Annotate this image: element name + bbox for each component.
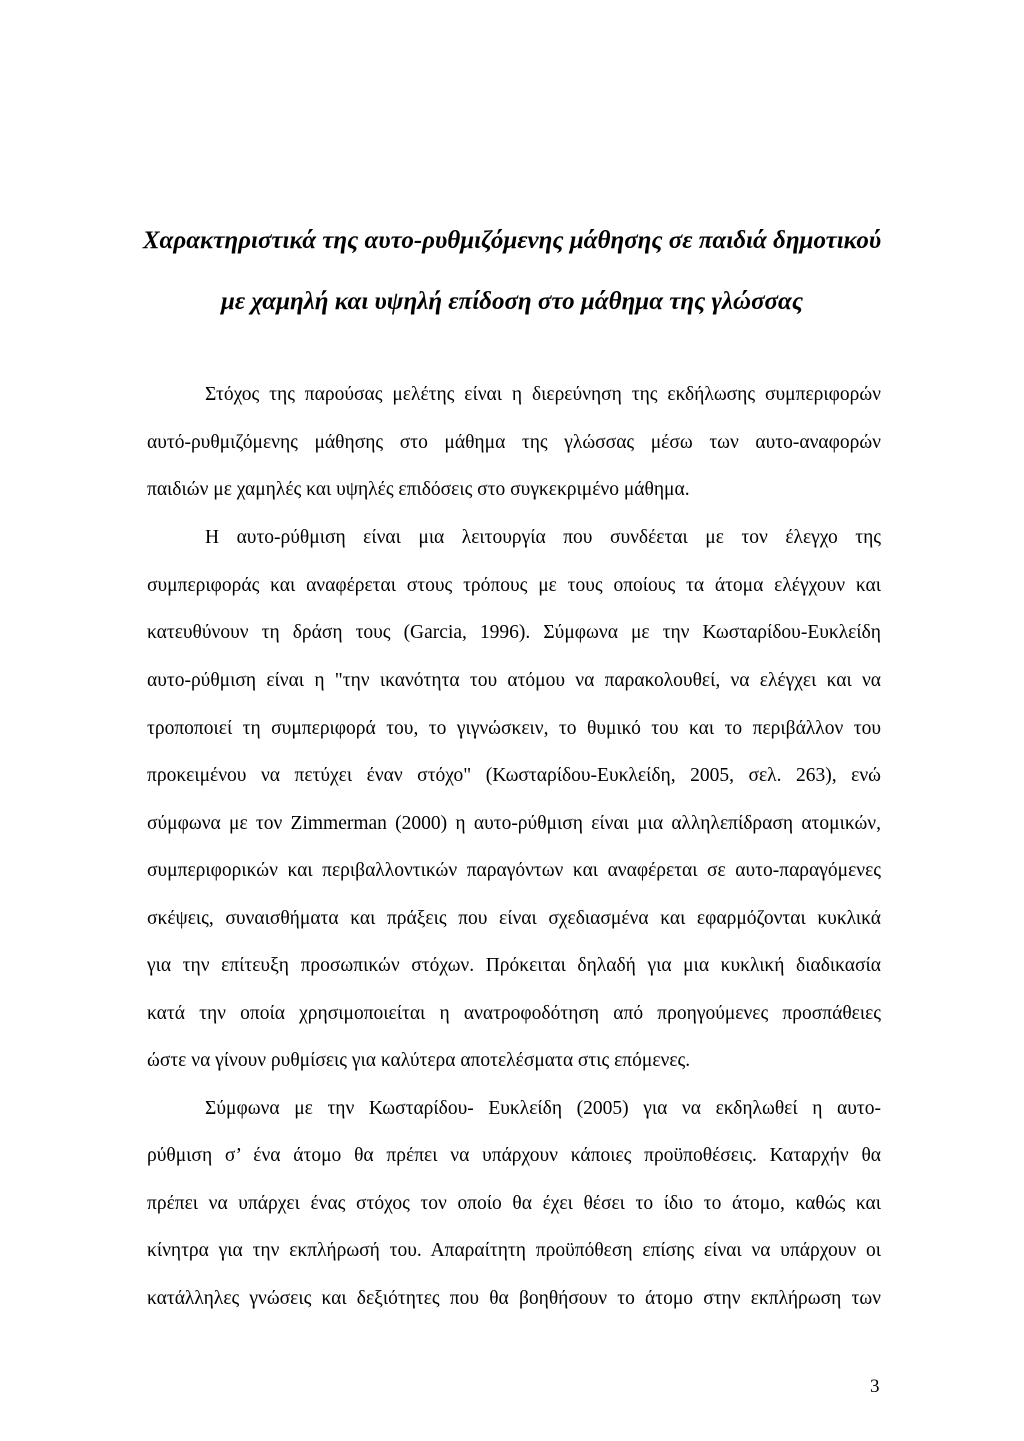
text-line: Η αυτο-ρύθμιση είναι μια λειτουργία που συνδέεται με τον έλεγχο της bbox=[205, 527, 881, 548]
text-line: ρύθμιση σ’ ένα άτομο θα πρέπει να υπάρχουν κάποιες προϋποθέσεις. Καταρχήν θα bbox=[147, 1145, 881, 1166]
title-line-2: με χαμηλή και υψηλή επίδοση στο μάθημα της γλώσσας bbox=[220, 288, 803, 315]
text-line: κατά την οποία χρησιμοποιείται η ανατροφοδότηση από προηγούμενες προσπάθειες bbox=[147, 1003, 881, 1024]
text-line: Στόχος της παρούσας μελέτης είναι η διερεύνηση της εκδήλωσης συμπεριφορών bbox=[205, 384, 881, 405]
text-line: σύμφωνα με τον Zimmerman (2000) η αυτο-ρύθμιση είναι μια αλληλεπίδραση ατομικών, bbox=[147, 813, 881, 834]
text-line: ώστε να γίνουν ρυθμίσεις για καλύτερα αποτελέσματα στις επόμενες. bbox=[147, 1050, 691, 1071]
text-line: συμπεριφορικών και περιβαλλοντικών παραγόντων και αναφέρεται σε αυτο-παραγόμενες bbox=[147, 860, 881, 881]
text-line: κατευθύνουν τη δράση τους (Garcia, 1996). Σύμφωνα με την Κωσταρίδου-Ευκλείδη bbox=[147, 622, 881, 643]
text-line: πρέπει να υπάρχει ένας στόχος τον οποίο θα έχει θέσει το ίδιο το άτομο, καθώς και bbox=[147, 1193, 881, 1214]
text-line: παιδιών με χαμηλές και υψηλές επιδόσεις στο συγκεκριμένο μάθημα. bbox=[147, 479, 690, 500]
text-line: κατάλληλες γνώσεις και δεξιότητες που θα βοηθήσουν το άτομο στην εκπλήρωση των bbox=[147, 1288, 881, 1309]
text-line: αυτο-ρύθμιση είναι η "την ικανότητα του ατόμου να παρακολουθεί, να ελέγχει και να bbox=[147, 670, 881, 691]
text-line: Σύμφωνα με την Κωσταρίδου- Ευκλείδη (2005) για να εκδηλωθεί η αυτο- bbox=[205, 1098, 881, 1119]
text-line: προκειμένου να πετύχει έναν στόχο" (Κωσταρίδου-Ευκλείδη, 2005, σελ. 263), ενώ bbox=[147, 765, 881, 786]
text-line: κίνητρα για την εκπλήρωσή του. Απαραίτητη προϋπόθεση επίσης είναι να υπάρχουν οι bbox=[147, 1240, 881, 1261]
text-line: αυτό-ρυθμιζόμενης μάθησης στο μάθημα της γλώσσας μέσω των αυτο-αναφορών bbox=[147, 432, 881, 453]
page-number: 3 bbox=[870, 1376, 880, 1397]
text-line: συμπεριφοράς και αναφέρεται στους τρόπους με τους οποίους τα άτομα ελέγχουν και bbox=[147, 575, 881, 596]
text-line: τροποποιεί τη συμπεριφορά του, το γιγνώσκειν, το θυμικό του και το περιβάλλον του bbox=[147, 718, 881, 739]
text-line: για την επίτευξη προσωπικών στόχων. Πρόκειται δηλαδή για μια κυκλική διαδικασία bbox=[147, 955, 881, 976]
title-line-1: Χαρακτηριστικά της αυτο-ρυθμιζόμενης μάθησης σε παιδιά δημοτικού bbox=[142, 227, 882, 254]
text-line: σκέψεις, συναισθήματα και πράξεις που είναι σχεδιασμένα και εφαρμόζονται κυκλικά bbox=[147, 908, 881, 929]
